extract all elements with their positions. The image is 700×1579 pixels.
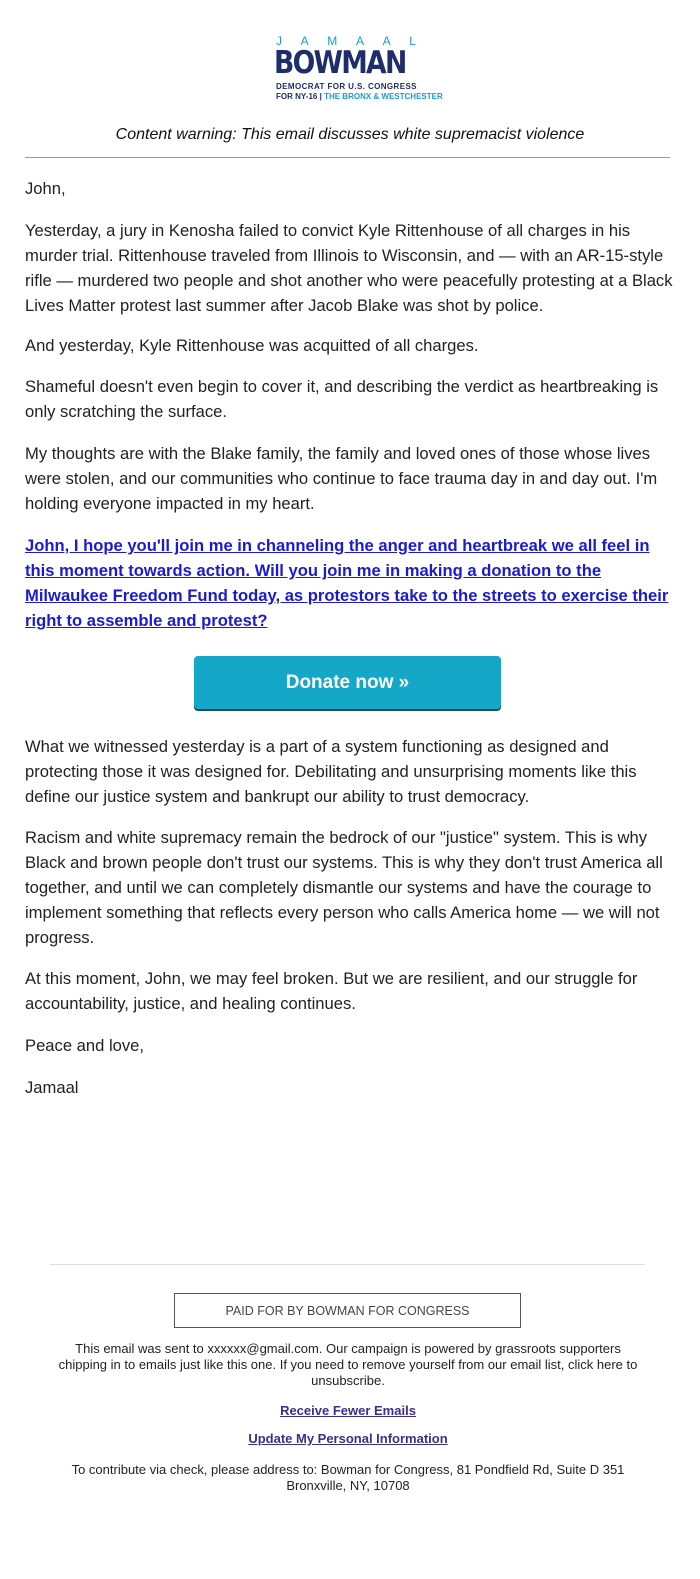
logo-region: THE BRONX & WESTCHESTER <box>324 92 443 101</box>
footer-check-address: To contribute via check, please address to: Bowman for Congress, 81 Pondfield Rd, Suite D 351 Bronxville, NY, 10708 <box>71 1462 625 1493</box>
campaign-logo <box>274 34 443 106</box>
update-personal-info-link[interactable]: Update My Personal Information <box>248 1431 448 1446</box>
paragraph-witnessed: What we witnessed yesterday is a part of a system functioning as designed and protecting those it was designed for. Debilitating and unsurprising moments like this define our justice system and bankrupt our ability to trust democracy. <box>25 737 637 806</box>
header-divider <box>25 157 670 158</box>
logo-separator: | <box>319 92 322 101</box>
receive-fewer-emails-link[interactable]: Receive Fewer Emails <box>280 1403 416 1418</box>
content-warning: Content warning: This email discusses white supremacist violence <box>115 126 585 143</box>
paragraph-thoughts: My thoughts are with the Blake family, the family and loved ones of those whose lives were stolen, and our communities who continue to face trauma day in and day out. I'm holding everyone impacted in my heart. <box>25 444 658 513</box>
logo-district-line <box>276 92 443 101</box>
donate-button[interactable]: Donate now » <box>194 656 501 709</box>
cta-paragraph <box>25 533 673 633</box>
signature: Jamaal <box>25 1078 79 1097</box>
logo-subtitle: DEMOCRAT FOR U.S. CONGRESS <box>276 82 417 91</box>
signoff: Peace and love, <box>25 1036 145 1055</box>
paragraph-acquitted: And yesterday, Kyle Rittenhouse was acquitted of all charges. <box>25 336 479 355</box>
donation-cta-link[interactable]: John, I hope you'll join me in channeling the anger and heartbreak we all feel in this moment towards action. Will you join me in making a donation to the Milwaukee Freedom Fund today, as protestors take to the streets to exercise their right to assemble and protest? <box>25 536 669 630</box>
logo-last-name: BOWMAN <box>274 45 406 81</box>
paragraph-shameful: Shameful doesn't even begin to cover it, and describing the verdict as heartbreaking is only scratching the surface. <box>25 377 659 421</box>
logo-first-name: J A M A A L <box>276 34 416 48</box>
footer-sent-to: This email was sent to xxxxxx@gmail.com. Our campaign is powered by grassroots supporters chipping in to emails just like this one. If you need to remove yourself from our email list, click here to unsubscribe. <box>58 1341 638 1388</box>
footer-divider <box>50 1264 645 1265</box>
paragraph-verdict: Yesterday, a jury in Kenosha failed to convict Kyle Rittenhouse of all charges in his murder trial. Rittenhouse traveled from Illinois to Wisconsin, and — with an AR-15-style rifle — murdered two people and shot another who were peacefully protesting at a Black Lives Matter protest last summer after Jacob Blake was shot by police. <box>25 221 673 315</box>
paragraph-resilient: At this moment, John, we may feel broken. But we are resilient, and our struggle for accountability, justice, and healing continues. <box>25 969 638 1013</box>
logo-district: FOR NY-16 <box>276 92 318 101</box>
paragraph-racism: Racism and white supremacy remain the bedrock of our "justice" system. This is why Black and brown people don't trust our systems. This is why they don't trust America all together, and until we can completely dismantle our systems and have the courage to implement something that reflects every person who calls America home — we will not progress. <box>25 828 663 947</box>
greeting: John, <box>25 179 66 198</box>
paid-for-disclaimer: PAID FOR BY BOWMAN FOR CONGRESS <box>174 1293 521 1328</box>
